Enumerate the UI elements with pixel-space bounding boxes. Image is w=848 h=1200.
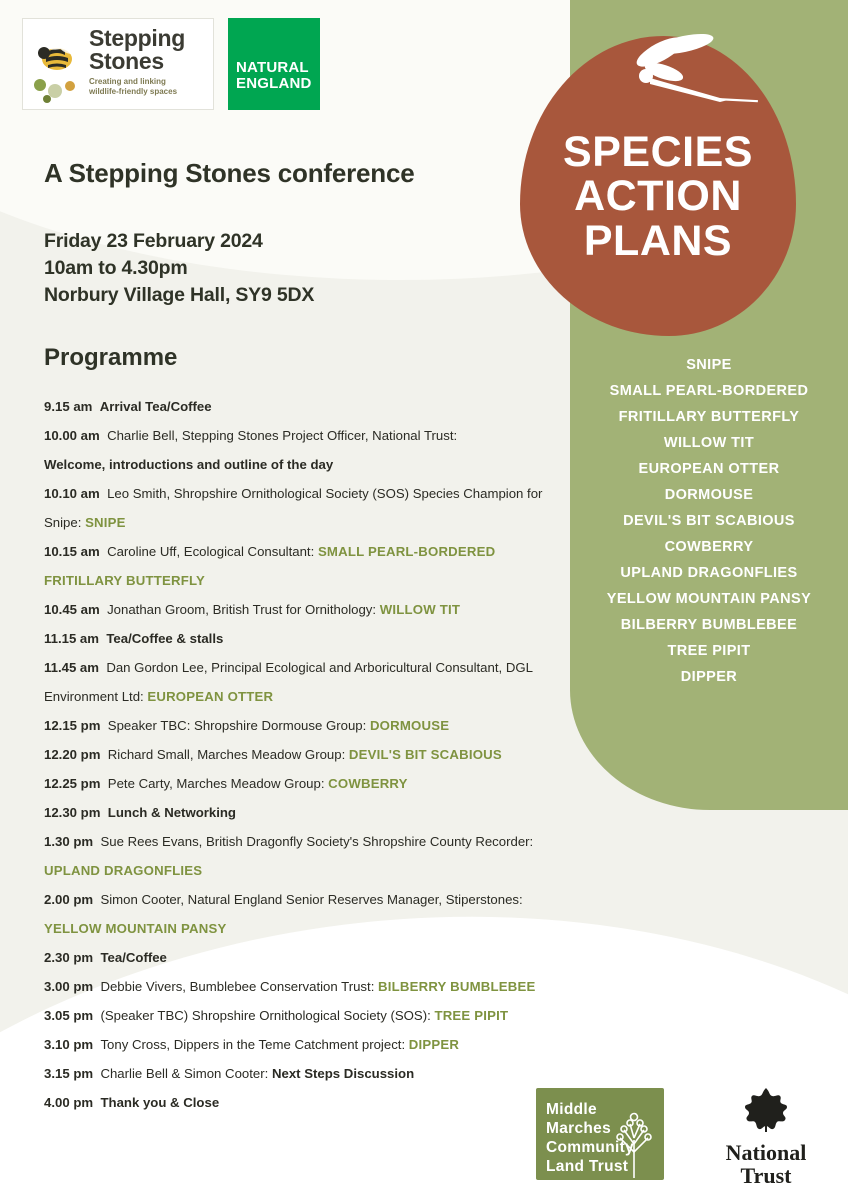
nt-line1: National xyxy=(725,1140,807,1165)
programme-row xyxy=(44,798,554,827)
programme-time: 9.15 am xyxy=(44,399,100,414)
programme-species: DIPPER xyxy=(408,1037,460,1052)
middle-marches-community-land-trust-logo xyxy=(536,1088,664,1180)
programme-time: 12.15 pm xyxy=(44,718,108,733)
programme-time: 3.00 pm xyxy=(44,979,101,994)
species-list xyxy=(570,352,848,690)
blob-title-line2: ACTION xyxy=(574,172,742,221)
oak-leaf-icon xyxy=(738,1086,794,1132)
programme-description-emphasis: Next Steps Discussion xyxy=(271,1066,415,1081)
programme-time: 3.05 pm xyxy=(44,1008,101,1023)
programme-description: Tony Cross, Dippers in the Teme Catchment project: xyxy=(100,1037,409,1052)
programme-description: Richard Small, Marches Meadow Group: xyxy=(107,747,349,762)
event-venue: Norbury Village Hall, SY9 5DX xyxy=(44,284,315,306)
programme-description: Tea/Coffee xyxy=(100,950,167,965)
programme-row xyxy=(44,450,554,479)
programme-time: 3.10 pm xyxy=(44,1037,101,1052)
programme-row xyxy=(44,595,554,624)
ne-line2: ENGLAND xyxy=(236,75,312,93)
programme-description: Caroline Uff, Ecological Consultant: xyxy=(107,544,318,559)
programme-row xyxy=(44,740,554,769)
programme-species: SMALL PEARL-BORDERED FRITILLARY BUTTERFLY xyxy=(44,544,496,588)
programme-description: Charlie Bell, Stepping Stones Project Officer, National Trust: xyxy=(107,428,458,443)
programme-description: (Speaker TBC) Shropshire Ornithological Society (SOS): xyxy=(100,1008,435,1023)
species-list-item: COWBERRY xyxy=(664,539,754,555)
programme-time: 10.10 am xyxy=(44,486,108,501)
programme-species: SNIPE xyxy=(85,515,126,530)
tree-icon xyxy=(608,1108,660,1178)
programme-row xyxy=(44,711,554,740)
programme-species: WILLOW TIT xyxy=(379,602,461,617)
programme-species: BILBERRY BUMBLEBEE xyxy=(378,979,536,994)
mmclt-line2: Marches xyxy=(546,1120,611,1137)
programme-time: 12.30 pm xyxy=(44,805,108,820)
programme-row xyxy=(44,885,554,943)
programme-species: YELLOW MOUNTAIN PANSY xyxy=(44,921,227,936)
bee-icon xyxy=(31,31,87,77)
programme-species: DEVIL'S BIT SCABIOUS xyxy=(348,747,502,762)
programme-time: 10.00 am xyxy=(44,428,108,443)
programme-description: Charlie Bell & Simon Cooter: xyxy=(100,1066,272,1081)
programme-description: Sue Rees Evans, British Dragonfly Society's Shropshire County Recorder: xyxy=(100,834,534,849)
programme-row xyxy=(44,1088,554,1117)
programme-description: Tea/Coffee & stalls xyxy=(106,631,224,646)
species-list-item: SNIPE xyxy=(686,357,732,373)
logo-dots xyxy=(33,77,81,108)
programme-time: 10.45 am xyxy=(44,602,108,617)
programme-description: Leo Smith, Shropshire Ornithological Society (SOS) Species Champion for Snipe: xyxy=(44,486,543,530)
natural-england-logo xyxy=(228,18,320,110)
programme-row xyxy=(44,1059,554,1088)
species-list-item: DORMOUSE xyxy=(664,487,754,503)
programme-time: 12.20 pm xyxy=(44,747,108,762)
programme-description: Thank you & Close xyxy=(100,1095,220,1110)
programme-description: Simon Cooter, Natural England Senior Reserves Manager, Stiperstones: xyxy=(100,892,523,907)
programme-row xyxy=(44,479,554,537)
programme-time: 3.15 pm xyxy=(44,1066,101,1081)
stepping-stones-tagline: Creating and linking wildlife-friendly spaces xyxy=(89,77,178,96)
ne-line1: NATURAL xyxy=(236,59,309,76)
programme-row xyxy=(44,653,554,711)
programme-description: Pete Carty, Marches Meadow Group: xyxy=(107,776,329,791)
programme-description: Arrival Tea/Coffee xyxy=(99,399,212,414)
species-list-item: WILLOW TIT xyxy=(663,435,755,451)
programme-description: Welcome, introductions and outline of the day xyxy=(44,457,334,472)
blob-title-line1: SPECIES xyxy=(563,128,753,176)
programme-time: 2.30 pm xyxy=(44,950,101,965)
ss-line2: Stones xyxy=(89,48,164,75)
programme-row xyxy=(44,392,554,421)
programme-heading: Programme xyxy=(44,344,178,371)
programme-time: 4.00 pm xyxy=(44,1095,101,1110)
stepping-stones-wordmark xyxy=(89,27,185,74)
programme-description: Dan Gordon Lee, Principal Ecological and Arboricultural Consultant, DGL Environment Ltd: xyxy=(44,660,533,704)
species-list-item: FRITILLARY BUTTERFLY xyxy=(618,409,800,425)
programme-description: Lunch & Networking xyxy=(107,805,236,820)
species-list-item: EUROPEAN OTTER xyxy=(638,461,780,477)
species-list-item: UPLAND DRAGONFLIES xyxy=(620,565,798,581)
programme-row xyxy=(44,537,554,595)
programme-time: 2.00 pm xyxy=(44,892,101,907)
programme-row xyxy=(44,972,554,1001)
species-list-item: DEVIL'S BIT SCABIOUS xyxy=(623,513,795,529)
programme-row xyxy=(44,624,554,653)
species-list-item: SMALL PEARL-BORDERED xyxy=(609,383,809,399)
programme-description: Jonathan Groom, British Trust for Ornithology: xyxy=(107,602,380,617)
programme-row xyxy=(44,943,554,972)
programme-species: DORMOUSE xyxy=(369,718,450,733)
programme-time: 10.15 am xyxy=(44,544,108,559)
species-list-item: BILBERRY BUMBLEBEE xyxy=(620,617,798,633)
programme-row xyxy=(44,1001,554,1030)
programme-species: COWBERRY xyxy=(328,776,408,791)
mmclt-line3: Community xyxy=(546,1139,634,1156)
programme-time: 12.25 pm xyxy=(44,776,108,791)
event-time: 10am to 4.30pm xyxy=(44,257,188,279)
mmclt-line4: Land Trust xyxy=(546,1158,629,1175)
page-title: A Stepping Stones conference xyxy=(44,158,415,188)
stepping-stones-logo xyxy=(22,18,214,110)
national-trust-logo xyxy=(706,1086,826,1188)
blob-title xyxy=(520,130,796,263)
programme-species: UPLAND DRAGONFLIES xyxy=(44,863,203,878)
ss-line1: Stepping xyxy=(89,25,185,51)
programme-description: Debbie Vivers, Bumblebee Conservation Trust: xyxy=(100,979,379,994)
programme-row xyxy=(44,769,554,798)
programme-time: 11.15 am xyxy=(44,631,107,646)
blob-title-line3: PLANS xyxy=(583,216,733,265)
programme-list xyxy=(44,392,554,1117)
nt-line2: Trust xyxy=(740,1163,792,1188)
programme-row xyxy=(44,421,554,450)
event-details xyxy=(44,228,314,309)
species-list-item: YELLOW MOUNTAIN PANSY xyxy=(606,591,812,607)
species-list-item: TREE PIPIT xyxy=(667,643,751,659)
programme-species: EUROPEAN OTTER xyxy=(147,689,274,704)
programme-row xyxy=(44,1030,554,1059)
programme-time: 1.30 pm xyxy=(44,834,101,849)
national-trust-wordmark xyxy=(706,1141,826,1187)
programme-row xyxy=(44,827,554,885)
mmclt-line1: Middle xyxy=(546,1101,597,1118)
programme-description: Speaker TBC: Shropshire Dormouse Group: xyxy=(107,718,370,733)
programme-species: TREE PIPIT xyxy=(434,1008,509,1023)
event-date: Friday 23 February 2024 xyxy=(44,230,263,252)
dragonfly-icon xyxy=(600,14,790,134)
programme-time: 11.45 am xyxy=(44,660,107,675)
species-list-item: DIPPER xyxy=(680,669,738,685)
